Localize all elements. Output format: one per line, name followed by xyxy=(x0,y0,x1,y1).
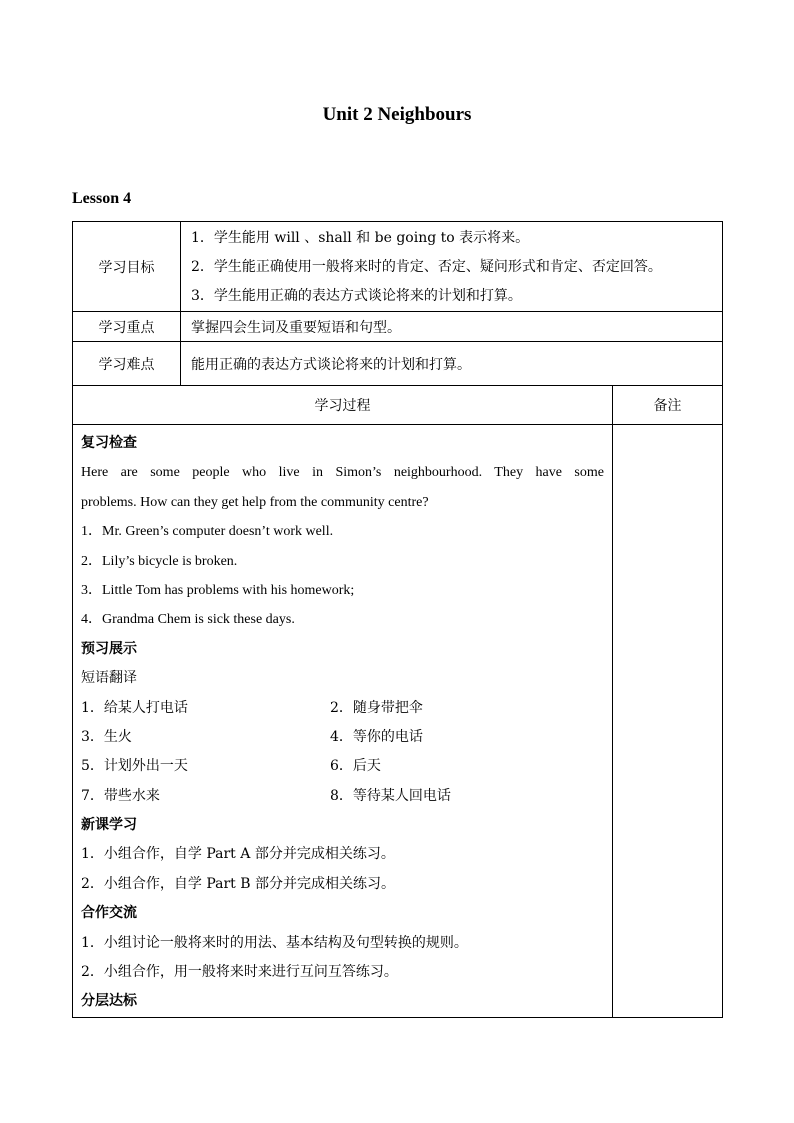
review-item: 4．Grandma Chem is sick these days. xyxy=(81,612,295,628)
objective-item: 2．学生能正确使用一般将来时的肯定、否定、疑问形式和肯定、否定回答。 xyxy=(191,259,662,275)
document-title: Unit 2 Neighbours xyxy=(322,104,472,125)
process-header-row xyxy=(73,386,723,425)
phrase-item: 4．等你的电话 xyxy=(330,728,423,745)
review-intro-line: problems. How can they get help from the community centre? xyxy=(81,494,429,510)
notes-content xyxy=(613,425,723,1018)
phrase-item: 1．给某人打电话 xyxy=(81,699,188,716)
phrase-row xyxy=(81,723,604,752)
difficulties-row xyxy=(73,342,723,386)
key-points-content: 掌握四会生词及重要短语和句型。 xyxy=(181,312,723,342)
phrase-item: 7．带些水来 xyxy=(81,787,160,804)
phrase-item: 6．后天 xyxy=(330,758,381,775)
cooperation-heading: 合作交流 xyxy=(81,905,137,922)
review-item: 3．Little Tom has problems with his homework; xyxy=(81,582,355,598)
new-lesson-item: 2．小组合作，自学 Part B 部分并完成相关练习。 xyxy=(81,875,396,892)
lesson-heading: Lesson 4 xyxy=(72,190,132,207)
tiered-heading: 分层达标 xyxy=(81,993,137,1010)
cooperation-item: 1．小组讨论一般将来时的用法、基本结构及句型转换的规则。 xyxy=(81,934,468,951)
objectives-label: 学习目标 xyxy=(73,222,181,312)
objectives-content xyxy=(181,222,723,312)
key-points-row xyxy=(73,312,723,342)
phrase-row xyxy=(81,752,604,781)
phrase-item: 5．计划外出一天 xyxy=(81,758,188,775)
review-intro-line: Here are some people who live in Simon’s neighbourhood. They have some xyxy=(81,465,604,481)
notes-header: 备注 xyxy=(613,386,723,425)
new-lesson-item: 1．小组合作，自学 Part A 部分并完成相关练习。 xyxy=(81,846,395,863)
lesson-plan-table xyxy=(72,221,723,1018)
new-lesson-heading: 新课学习 xyxy=(81,817,137,834)
preview-subheading: 短语翻译 xyxy=(81,670,137,687)
phrase-row xyxy=(81,694,604,723)
phrase-item: 8．等待某人回电话 xyxy=(330,787,451,804)
review-item: 2．Lily’s bicycle is broken. xyxy=(81,553,238,569)
process-content xyxy=(73,425,613,1018)
difficulties-content: 能用正确的表达方式谈论将来的计划和打算。 xyxy=(181,342,723,386)
objectives-row xyxy=(73,222,723,312)
cooperation-item: 2．小组合作，用一般将来时来进行互问互答练习。 xyxy=(81,964,398,981)
review-heading: 复习检查 xyxy=(81,435,137,451)
objective-item: 1．学生能用 will 、shall 和 be going to 表示将来。 xyxy=(191,230,530,246)
process-header: 学习过程 xyxy=(73,386,613,425)
preview-heading: 预习展示 xyxy=(81,640,137,657)
phrase-row xyxy=(81,782,604,811)
review-item: 1．Mr. Green’s computer doesn’t work well. xyxy=(81,524,334,540)
objective-item: 3．学生能用正确的表达方式谈论将来的计划和打算。 xyxy=(191,288,522,304)
phrase-item: 3．生火 xyxy=(81,728,132,745)
phrase-item: 2．随身带把伞 xyxy=(330,699,423,716)
key-points-label: 学习重点 xyxy=(73,312,181,342)
process-body-row xyxy=(73,425,723,1018)
difficulties-label: 学习难点 xyxy=(73,342,181,386)
